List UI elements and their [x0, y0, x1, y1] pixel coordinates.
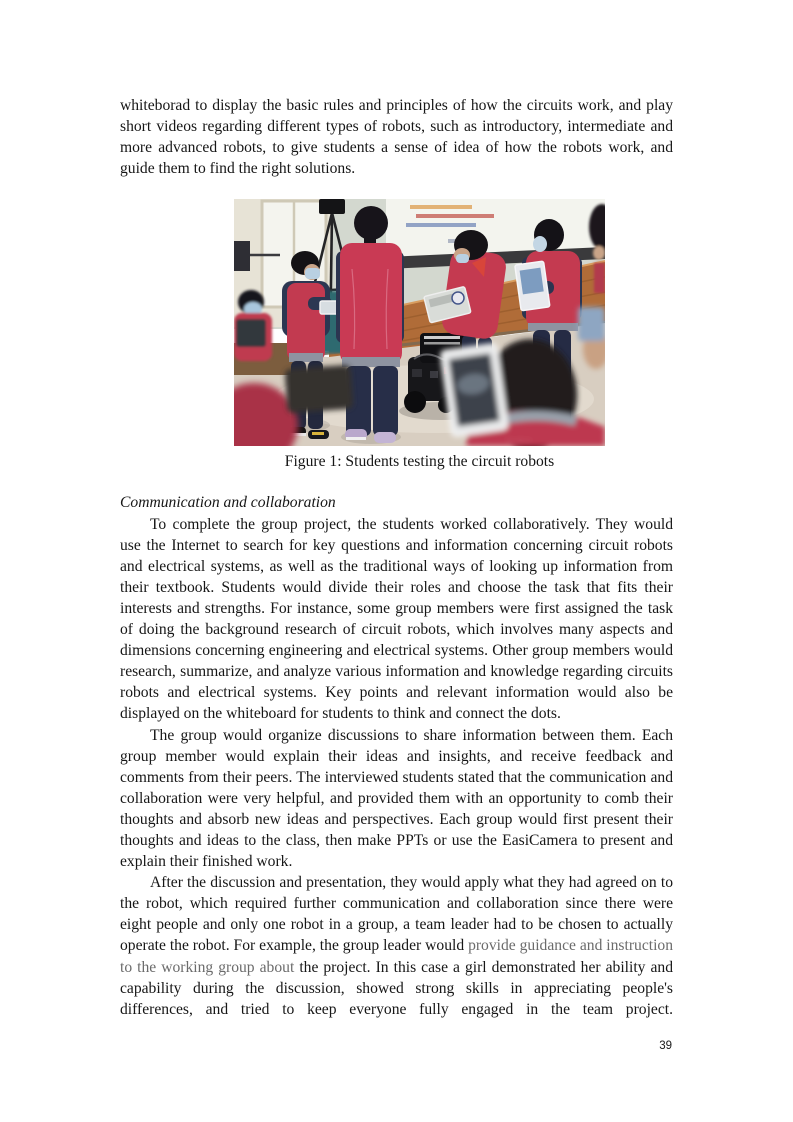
paragraph-collaboration-1: To complete the group project, the students worked collaboratively. They would use the Internet to search for key questions and information concerning circuit robots and electrical systems, as well as the traditional ways of looking up information from their textbook. Students would divide their roles and choose the task that fits their interests and strengths. For instance, some group members were first assigned the task of doing the background research of circuit robots, which involves many aspects and dimensions concerning engineering and electrical systems. Other group members would research, summarize, and analyze various information and knowledge regarding circuits robots and electrical systems. Key points and relevant information would also be displayed on the whiteboard for students to think and connect the dots. — [120, 515, 673, 723]
paragraph-collaboration-2: The group would organize discussions to share information between them. Each group member would explain their ideas and insights, and receive feedback and comments from their peers. The interviewed students stated that the communication and collaboration were very helpful, and provided them with an opportunity to comb their thoughts and absorb new ideas and perspectives. Each group would first present their thoughts and ideas to the class, then make PPTs or use the EasiCamera to present and explain their finished work. — [120, 726, 673, 871]
figure1-photo — [234, 199, 605, 446]
paragraph-continuation: whiteborad to display the basic rules and principles of how the circuits work, and play short videos regarding different types of robots, such as introductory, intermediate and more advanced robots, to give students a sense of idea of how the robots work, and guide them to find the right solutions. — [120, 97, 673, 178]
figure-1 — [234, 199, 605, 472]
figure1-caption: Figure 1: Students testing the circuit robots — [284, 453, 555, 471]
page-number: 39 — [659, 1040, 672, 1052]
paragraph-3-text-after: the project. In this case a girl demonstrated her ability and capability during the discussion, showed strong skills in appreciating people's differences, and tried to keep everyone fully engaged in the team project. — [120, 958, 674, 1018]
classroom-photo-illustration — [234, 199, 605, 446]
paragraph-3-text-before: After the discussion and presentation, they would apply what they had agreed on to the robot, which required further communication and collaboration since there were eight people and only one robot in a group, a team leader had to be chosen to actually operate the robot. For example, the group leader would — [120, 874, 673, 955]
section-heading: Communication and collaboration — [120, 494, 336, 512]
paragraph-3-gray-revision-text: provide guidance and instruction to the working group about — [120, 937, 674, 976]
text-column — [120, 95, 673, 1020]
svg-text:.... ..... ..: .... ..... .. — [506, 436, 531, 444]
paragraph-collaboration-3 — [120, 872, 673, 1020]
